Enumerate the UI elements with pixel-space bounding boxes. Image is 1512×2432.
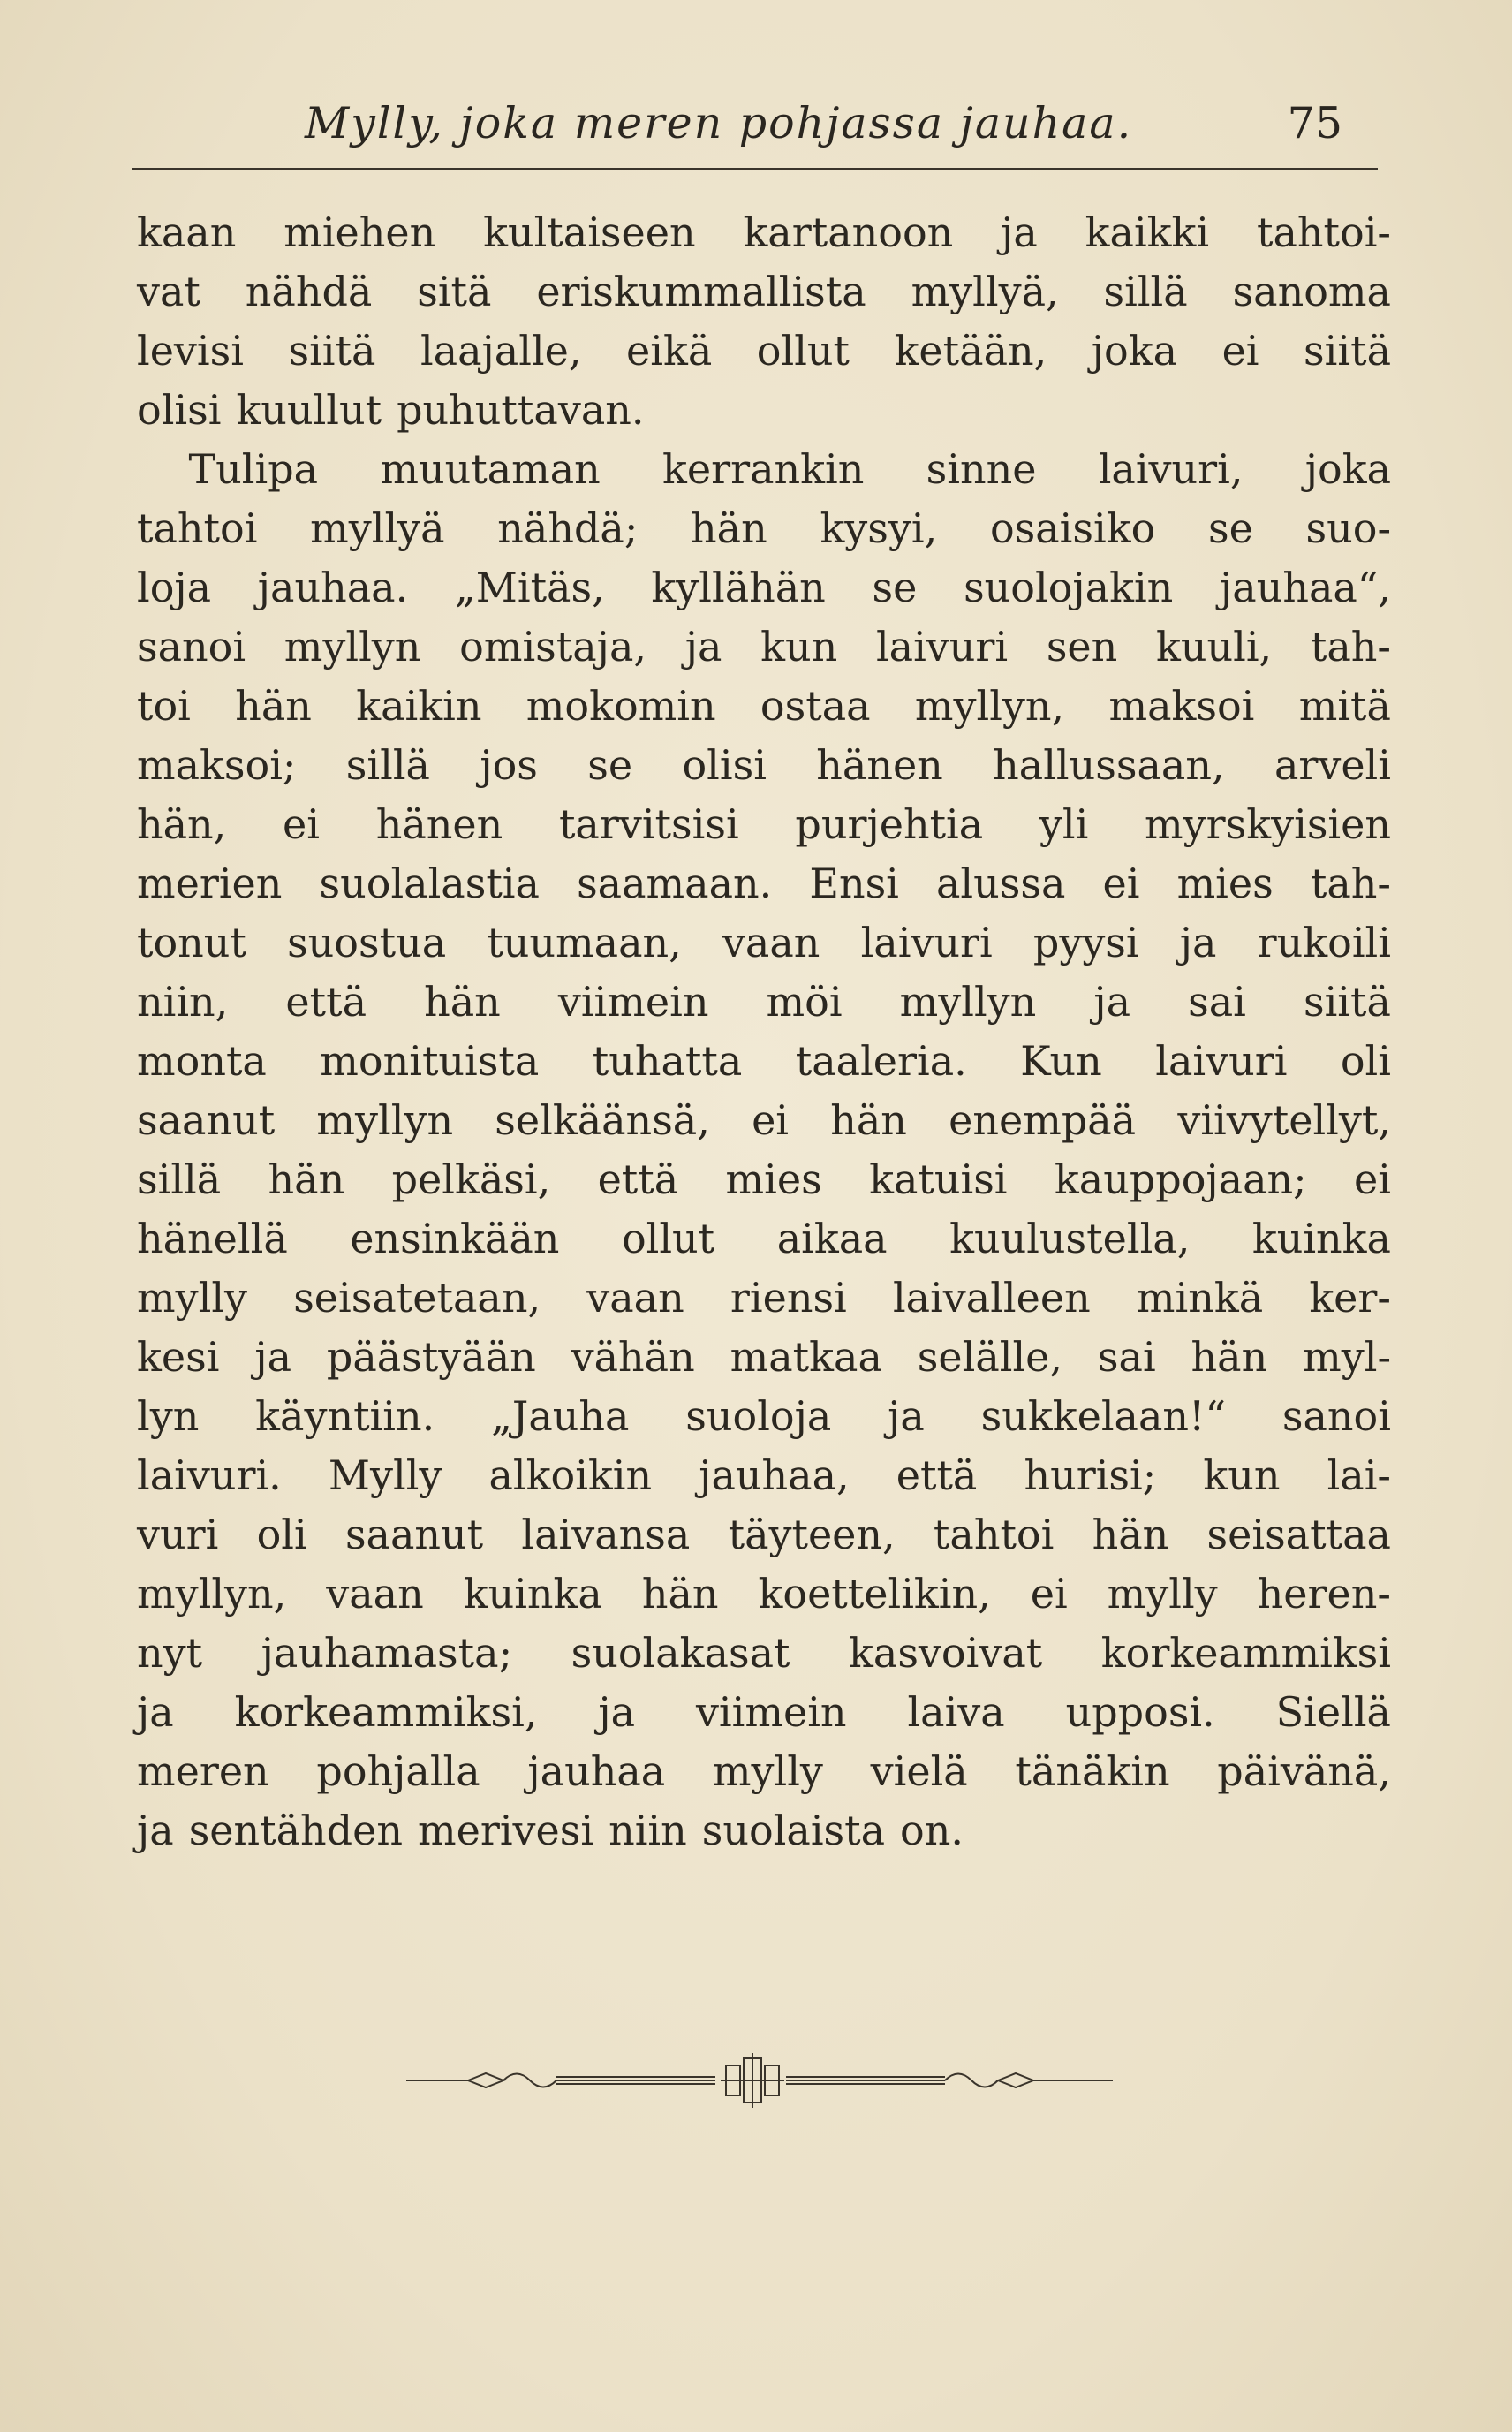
word: Kun — [1020, 1037, 1102, 1085]
word: ja — [137, 1807, 174, 1854]
word: lai- — [1327, 1451, 1391, 1499]
word: hän — [1191, 1333, 1268, 1381]
word: suolalastia — [319, 860, 540, 907]
word: muutaman — [380, 445, 601, 493]
word: tahtoi- — [1256, 208, 1391, 256]
word: nähdä — [245, 268, 373, 315]
word: tah- — [1310, 623, 1391, 671]
word: suostua — [287, 919, 447, 966]
word: niin, — [137, 978, 229, 1026]
word: että — [597, 1155, 679, 1203]
word: se — [587, 741, 633, 789]
word: saanut — [137, 1096, 276, 1144]
word: joka — [1304, 445, 1391, 493]
word: tuhatta — [592, 1037, 743, 1085]
word: Mylly — [328, 1451, 442, 1499]
word: vaan — [586, 1274, 684, 1322]
word: ja — [254, 1333, 291, 1381]
text-line — [137, 1801, 1391, 1860]
word: kesi — [137, 1333, 220, 1381]
word: ollut — [621, 1215, 715, 1262]
word: jauhaa — [527, 1747, 666, 1795]
word: ostaa — [760, 682, 871, 730]
word: kuulustella, — [949, 1215, 1191, 1262]
word: myllyä, — [911, 268, 1059, 315]
word: Ensi — [809, 860, 899, 907]
word: suoloja — [685, 1392, 832, 1440]
word: saanut — [344, 1511, 484, 1558]
word: kartanoon — [743, 208, 954, 256]
word: kyllähän — [651, 564, 826, 611]
text-line — [137, 381, 1391, 440]
word: rukoili — [1257, 919, 1391, 966]
text-line — [137, 1446, 1391, 1505]
word: korkeammiksi — [1100, 1629, 1391, 1677]
word: möi — [766, 978, 843, 1026]
word: ei — [283, 800, 320, 848]
word: tuumaan, — [487, 919, 682, 966]
word: yli — [1039, 800, 1089, 848]
word: omistaja, — [459, 623, 646, 671]
word: se — [1207, 504, 1253, 552]
word: sanoma — [1232, 268, 1391, 315]
word: ja — [1001, 208, 1038, 256]
word: laivuri — [875, 623, 1009, 671]
word: jauhaa“, — [1220, 564, 1391, 611]
word: kuuli, — [1155, 623, 1273, 671]
word: kaikki — [1085, 208, 1210, 256]
word: maksoi; — [137, 741, 297, 789]
word: ja — [1093, 978, 1131, 1026]
text-line — [137, 1328, 1391, 1387]
word: myrskyisien — [1145, 800, 1391, 848]
word: monta — [137, 1037, 267, 1085]
text-line — [137, 1624, 1391, 1683]
word: kysyi, — [820, 504, 938, 552]
word: pyysi — [1032, 919, 1139, 966]
page-header — [124, 88, 1378, 159]
word: heren- — [1257, 1570, 1391, 1618]
word: purjehtia — [795, 800, 984, 848]
word: suolaista — [701, 1807, 886, 1854]
word: viimein — [695, 1688, 847, 1736]
word: „Jauha — [491, 1392, 630, 1440]
text-line — [137, 1683, 1391, 1742]
word: sitä — [417, 268, 492, 315]
word: meren — [137, 1747, 269, 1795]
word: nyt — [137, 1629, 203, 1677]
text-line — [137, 440, 1391, 499]
word: jauhaa, — [699, 1451, 850, 1499]
word: sanoi — [1281, 1392, 1391, 1440]
text-line — [137, 736, 1391, 795]
text-line — [137, 558, 1391, 617]
word: mylly — [1107, 1570, 1218, 1618]
word: hurisi; — [1024, 1451, 1157, 1499]
word: tahtoi — [137, 504, 258, 552]
word: pelkäsi, — [391, 1155, 551, 1203]
word: tänäkin — [1015, 1747, 1170, 1795]
text-line — [137, 1565, 1391, 1624]
word: laivuri, — [1098, 445, 1244, 493]
word: mylly — [137, 1274, 248, 1322]
word: kun — [760, 623, 838, 671]
word: toi — [137, 682, 191, 730]
word: suolojakin — [964, 564, 1174, 611]
word: eikä — [626, 327, 713, 375]
word: kuullut — [236, 386, 382, 434]
word: seisatetaan, — [293, 1274, 541, 1322]
word: hän — [235, 682, 312, 730]
word: vuri — [137, 1511, 219, 1558]
word: laivuri — [1155, 1037, 1288, 1085]
word: päivänä, — [1217, 1747, 1391, 1795]
text-line — [137, 1505, 1391, 1565]
word: koettelikin, — [758, 1570, 991, 1618]
word: alussa — [936, 860, 1066, 907]
tailpiece-ornament — [397, 2049, 1122, 2111]
word: jauhamasta; — [261, 1629, 513, 1677]
word: ja — [888, 1392, 925, 1440]
word: puhuttavan. — [397, 386, 645, 434]
text-line — [137, 795, 1391, 854]
word: ollut — [756, 327, 850, 375]
word: sentähden — [188, 1807, 403, 1854]
word: kerrankin — [662, 445, 865, 493]
word: vielä — [870, 1747, 968, 1795]
word: sen — [1046, 623, 1118, 671]
word: hän — [641, 1570, 719, 1618]
word: suo- — [1305, 504, 1391, 552]
text-line — [137, 617, 1391, 677]
word: loja — [137, 564, 212, 611]
word: sukkelaan!“ — [980, 1392, 1227, 1440]
word: jauhaa. — [257, 564, 409, 611]
word: saamaan. — [577, 860, 773, 907]
word: katuisi — [869, 1155, 1008, 1203]
word: kauppojaan; — [1054, 1155, 1307, 1203]
word: jos — [480, 741, 538, 789]
word: matkaa — [730, 1333, 882, 1381]
word: olisi — [137, 386, 222, 434]
word: ei — [752, 1096, 789, 1144]
word: osaisiko — [989, 504, 1156, 552]
word: kuinka — [1251, 1215, 1391, 1262]
word: ja — [598, 1688, 636, 1736]
word: siitä — [1304, 327, 1391, 375]
word: arveli — [1274, 741, 1391, 789]
word: laivalleen — [892, 1274, 1091, 1322]
word: levisi — [137, 327, 244, 375]
word: siitä — [1303, 978, 1391, 1026]
word: ketään, — [894, 327, 1047, 375]
text-line — [137, 677, 1391, 736]
word: merien — [137, 860, 283, 907]
word: ei — [1221, 327, 1259, 375]
text-line — [137, 973, 1391, 1032]
word: tahtoi — [933, 1511, 1055, 1558]
word: sinne — [926, 445, 1037, 493]
header-rule — [132, 168, 1378, 170]
word: siitä — [288, 327, 376, 375]
word: oli — [1340, 1037, 1391, 1085]
word: sanoi — [137, 623, 246, 671]
word: sai — [1188, 978, 1246, 1026]
word: viimein — [557, 978, 709, 1026]
text-line — [137, 1150, 1391, 1209]
word: mokomin — [525, 682, 716, 730]
word: mies — [1176, 860, 1274, 907]
text-line — [137, 499, 1391, 558]
word: vaan — [722, 919, 820, 966]
word: hän — [830, 1096, 907, 1144]
word: hän — [1092, 1511, 1169, 1558]
word: päästyään — [326, 1333, 536, 1381]
text-line — [137, 322, 1391, 381]
word: vähän — [571, 1333, 695, 1381]
word: on. — [900, 1807, 964, 1854]
word: myllyä — [310, 504, 445, 552]
word: eriskummallista — [536, 268, 866, 315]
word: korkeammiksi, — [234, 1688, 538, 1736]
word: tah- — [1310, 860, 1391, 907]
word: hän — [691, 504, 767, 552]
text-line — [137, 203, 1391, 262]
text-line — [137, 1387, 1391, 1446]
word: Siellä — [1275, 1688, 1391, 1736]
word: monituista — [320, 1037, 540, 1085]
word: myl- — [1303, 1333, 1391, 1381]
word: sillä — [1103, 268, 1188, 315]
word: sai — [1097, 1333, 1156, 1381]
word: laajalle, — [420, 327, 582, 375]
word: ensinkään — [350, 1215, 560, 1262]
word: käyntiin. — [255, 1392, 435, 1440]
text-line — [137, 1032, 1391, 1091]
word: kultaiseen — [483, 208, 696, 256]
word: joka — [1091, 327, 1178, 375]
word: myllyn — [316, 1096, 454, 1144]
page-number: 75 — [1287, 98, 1342, 148]
word: selälle, — [917, 1333, 1063, 1381]
word: niin — [609, 1807, 687, 1854]
word: nähdä; — [497, 504, 639, 552]
word: täyteen, — [728, 1511, 896, 1558]
word: hän — [424, 978, 501, 1026]
word: vaan — [326, 1570, 424, 1618]
word: hänellä — [137, 1215, 288, 1262]
word: mylly — [712, 1747, 823, 1795]
word: vat — [137, 268, 200, 315]
word: miehen — [284, 208, 436, 256]
running-title: Mylly, joka meren pohjassa jauhaa. — [305, 98, 1133, 148]
word: upposi. — [1065, 1688, 1215, 1736]
word: hän, — [137, 800, 227, 848]
word: oli — [256, 1511, 307, 1558]
word: mies — [725, 1155, 822, 1203]
word: ei — [1354, 1155, 1391, 1203]
word: olisi — [682, 741, 767, 789]
word: merivesi — [417, 1807, 594, 1854]
word: taaleria. — [795, 1037, 967, 1085]
word: seisattaa — [1206, 1511, 1391, 1558]
word: kun — [1203, 1451, 1281, 1499]
word: mitä — [1298, 682, 1391, 730]
text-line — [137, 1091, 1391, 1150]
word: ja — [1179, 919, 1217, 966]
word: myllyn — [899, 978, 1037, 1026]
word: maksoi — [1108, 682, 1255, 730]
word: sillä — [345, 741, 430, 789]
word: myllyn, — [137, 1570, 287, 1618]
text-line — [137, 1209, 1391, 1269]
word: minkä — [1136, 1274, 1264, 1322]
word: myllyn, — [914, 682, 1065, 730]
text-line — [137, 913, 1391, 973]
word: lyn — [137, 1392, 200, 1440]
body-text — [137, 203, 1391, 1860]
word: se — [872, 564, 918, 611]
word: riensi — [730, 1274, 847, 1322]
word: alkoikin — [488, 1451, 653, 1499]
word: hänen — [816, 741, 943, 789]
text-line — [137, 854, 1391, 913]
ornament-icon — [397, 2049, 1122, 2111]
word: kaikin — [356, 682, 482, 730]
word: sillä — [137, 1155, 222, 1203]
word: aikaa — [776, 1215, 888, 1262]
word: ei — [1030, 1570, 1068, 1618]
word: että — [896, 1451, 978, 1499]
word: laivansa — [521, 1511, 691, 1558]
word: kuinka — [463, 1570, 602, 1618]
word: hallussaan, — [993, 741, 1225, 789]
word: ja — [137, 1688, 174, 1736]
word: tarvitsisi — [558, 800, 739, 848]
word: suolakasat — [571, 1629, 790, 1677]
word: ja — [684, 623, 722, 671]
word: hän — [268, 1155, 345, 1203]
word: kaan — [137, 208, 237, 256]
word: laivuri — [860, 919, 993, 966]
word: tonut — [137, 919, 246, 966]
word: hänen — [375, 800, 503, 848]
word: „Mitäs, — [454, 564, 605, 611]
word: selkäänsä, — [495, 1096, 710, 1144]
text-line — [137, 1269, 1391, 1328]
word: laivuri. — [137, 1451, 282, 1499]
word: ker- — [1309, 1274, 1391, 1322]
word: laiva — [907, 1688, 1005, 1736]
word: pohjalla — [316, 1747, 480, 1795]
word: kasvoivat — [849, 1629, 1043, 1677]
text-line — [137, 1742, 1391, 1801]
word: että — [285, 978, 367, 1026]
word: myllyn — [284, 623, 421, 671]
word: ei — [1102, 860, 1140, 907]
word: Tulipa — [137, 445, 319, 493]
word: enempää — [949, 1096, 1137, 1144]
word: viivytellyt, — [1177, 1096, 1391, 1144]
text-line — [137, 262, 1391, 322]
